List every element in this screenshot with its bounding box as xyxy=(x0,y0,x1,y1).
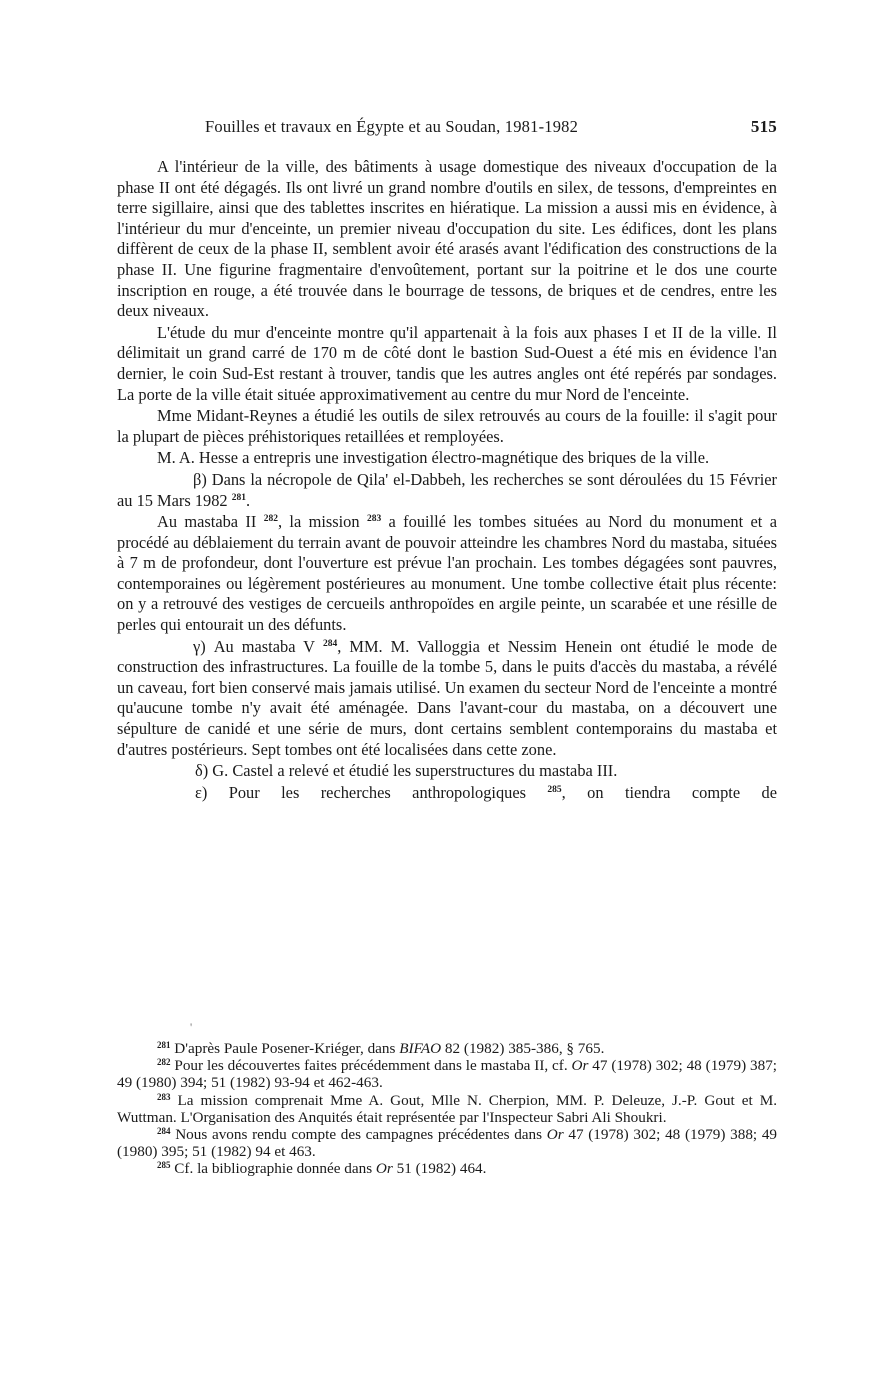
journal-title: Or xyxy=(375,1160,393,1178)
footnote-number: 285 xyxy=(157,1160,171,1171)
paragraph-text: , la mission xyxy=(277,512,360,532)
list-marker: β) xyxy=(193,469,207,489)
paragraph-text: Pour les recherches anthropologiques xyxy=(228,782,526,802)
footnote-number: 282 xyxy=(157,1057,171,1068)
footnote-285 xyxy=(117,1160,777,1177)
list-marker: γ) xyxy=(193,636,206,656)
footnote-text: 82 (1982) 385-386, § 765. xyxy=(444,1040,605,1057)
stray-mark: ' xyxy=(190,1020,193,1034)
journal-title: Or xyxy=(571,1057,589,1075)
footnote-283 xyxy=(117,1092,777,1126)
paragraph-text: . xyxy=(245,490,251,510)
footnote-text: 51 (1982) 464. xyxy=(396,1160,487,1178)
paragraph-text: Dans la nécropole de Qila' el-Dabbeh, les recherches se sont déroulées du 15 Février au 15 Mars 1982 xyxy=(117,469,777,510)
running-title: Fouilles et travaux en Égypte et au Soudan, 1981-1982 xyxy=(205,117,579,136)
footnote-ref[interactable]: 285 xyxy=(547,784,562,795)
footnote-284 xyxy=(117,1126,777,1160)
footnote-text: Cf. la bibliographie donnée dans xyxy=(174,1160,373,1178)
footnote-282 xyxy=(117,1057,777,1091)
journal-title: Or xyxy=(546,1126,564,1144)
body-text xyxy=(117,157,777,803)
footnote-text: 47 (1978) 302; 48 (1979) 387; 49 (1980) 394; 51 (1982) 93-94 et 462-463. xyxy=(117,1057,778,1092)
footnote-number: 284 xyxy=(157,1126,171,1137)
footnotes xyxy=(117,1040,777,1178)
footnote-ref[interactable]: 283 xyxy=(366,514,382,525)
journal-title: BIFAO xyxy=(399,1040,442,1057)
list-marker: δ) xyxy=(195,761,209,781)
paragraph-text: , MM. M. Valloggia et Nessim Henein ont étudié le mode de construction des infrastructures. La fouille de la tombe 5, dans le puits d'accès du mastaba, a révélé un caveau, fort bien conservé mais jamais utilisé. Un examen du secteur Nord de l'enceinte a montré qu'aucune tombe n'y avait été aménagée. Dans l'avant-cour du mastaba, on a découvert une sépulture de canidé et une série de murs, dont certains semblent contemporains du mastaba et d'autres postérieurs. Sept tombes ont été localisées dans cette zone. xyxy=(117,636,777,759)
paragraph-text: G. Castel a relevé et étudié les superstructures du mastaba III. xyxy=(212,761,618,781)
list-marker: ε) xyxy=(195,782,208,802)
paragraph-delta xyxy=(117,761,777,782)
paragraph: A l'intérieur de la ville, des bâtiments à usage domestique des niveaux d'occupation de la phase II ont été dégagés. Ils ont livré un grand nombre d'outils en silex, de tessons, d'empreintes en terre sigillaire, ainsi que des tablettes inscrites en hiératique. La mission a aussi mis en évidence, à l'intérieur du mur d'enceinte, un premier niveau d'occupation du site. Les édifices, dont les plans diffèrent de ceux de la phase II, semblent avoir été arasés avant l'édification des constructions de la phase II. Une figurine fragmentaire d'envoûtement, portant sur la poitrine et le dos une courte inscription en rouge, a été trouvée dans le bourrage de tessons, de briques et de cendres, entre les deux niveaux. xyxy=(117,157,777,321)
paragraph-epsilon xyxy=(117,783,777,804)
paragraph-beta xyxy=(117,470,777,511)
footnote-text: Pour les découvertes faites précédemment dans le mastaba II, cf. xyxy=(174,1057,568,1075)
footnote-ref[interactable]: 284 xyxy=(323,638,338,649)
paragraph-text: Au mastaba II xyxy=(157,512,257,532)
running-head xyxy=(117,115,777,139)
footnote-ref[interactable]: 282 xyxy=(263,514,278,525)
footnote-number: 283 xyxy=(157,1091,171,1102)
paragraph-text: , on tiendra compte de xyxy=(561,782,777,802)
paragraph-text: a fouillé les tombes situées au Nord du monument et a procédé au déblaiement du terrain avant de pouvoir atteindre les chambres Nord du mastaba, situées à 7 m de profondeur, dont l'ouverture est prévue l'an prochain. Les tombes dégagées sont pauvres, contemporaines ou légèrement postérieures au monument. Une tombe collective était plus récente: on y a retrouvé des vestiges de cercueils anthropoïdes en argile peinte, un scarabée et une résille de perles qui entourait un des défunts. xyxy=(117,512,777,635)
page-number: 515 xyxy=(750,117,777,136)
paragraph: Mme Midant-Reynes a étudié les outils de silex retrouvés au cours de la fouille: il s'agit pour la plupart de pièces préhistoriques retaillées et remployées. xyxy=(117,406,777,446)
footnote-text: D'après Paule Posener-Kriéger, dans xyxy=(174,1040,396,1057)
footnote-281 xyxy=(117,1040,777,1057)
footnote-ref[interactable]: 281 xyxy=(231,492,246,503)
paragraph: M. A. Hesse a entrepris une investigation électro-magnétique des briques de la ville. xyxy=(157,448,710,468)
footnote-text: Nous avons rendu compte des campagnes précédentes dans xyxy=(175,1126,543,1144)
footnote-number: 281 xyxy=(157,1040,171,1050)
paragraph xyxy=(117,512,777,636)
paragraph: L'étude du mur d'enceinte montre qu'il appartenait à la fois aux phases I et II de la ville. Il délimitait un grand carré de 170 m de côté dont le bastion Sud-Ouest a été mis en évidence l'an dernier, le coin Sud-Est restant à trouver, tandis que les autres angles ont été repérés par sondages. La porte de la ville était située approximativement au centre du mur Nord de l'enceinte. xyxy=(117,322,777,404)
footnote-text: La mission comprenait Mme A. Gout, Mlle N. Cherpion, MM. P. Deleuze, J.-P. Gout et M. Wuttman. L'Organisation des Anquités était représentée par l'Inspecteur Sabri Ali Shoukri. xyxy=(117,1091,778,1126)
footnote-text: 47 (1978) 302; 48 (1979) 388; 49 (1980) 395; 51 (1982) 94 et 463. xyxy=(117,1126,778,1161)
paragraph-gamma xyxy=(117,637,777,761)
paragraph-text: Au mastaba V xyxy=(213,636,316,656)
page-content xyxy=(117,115,777,803)
